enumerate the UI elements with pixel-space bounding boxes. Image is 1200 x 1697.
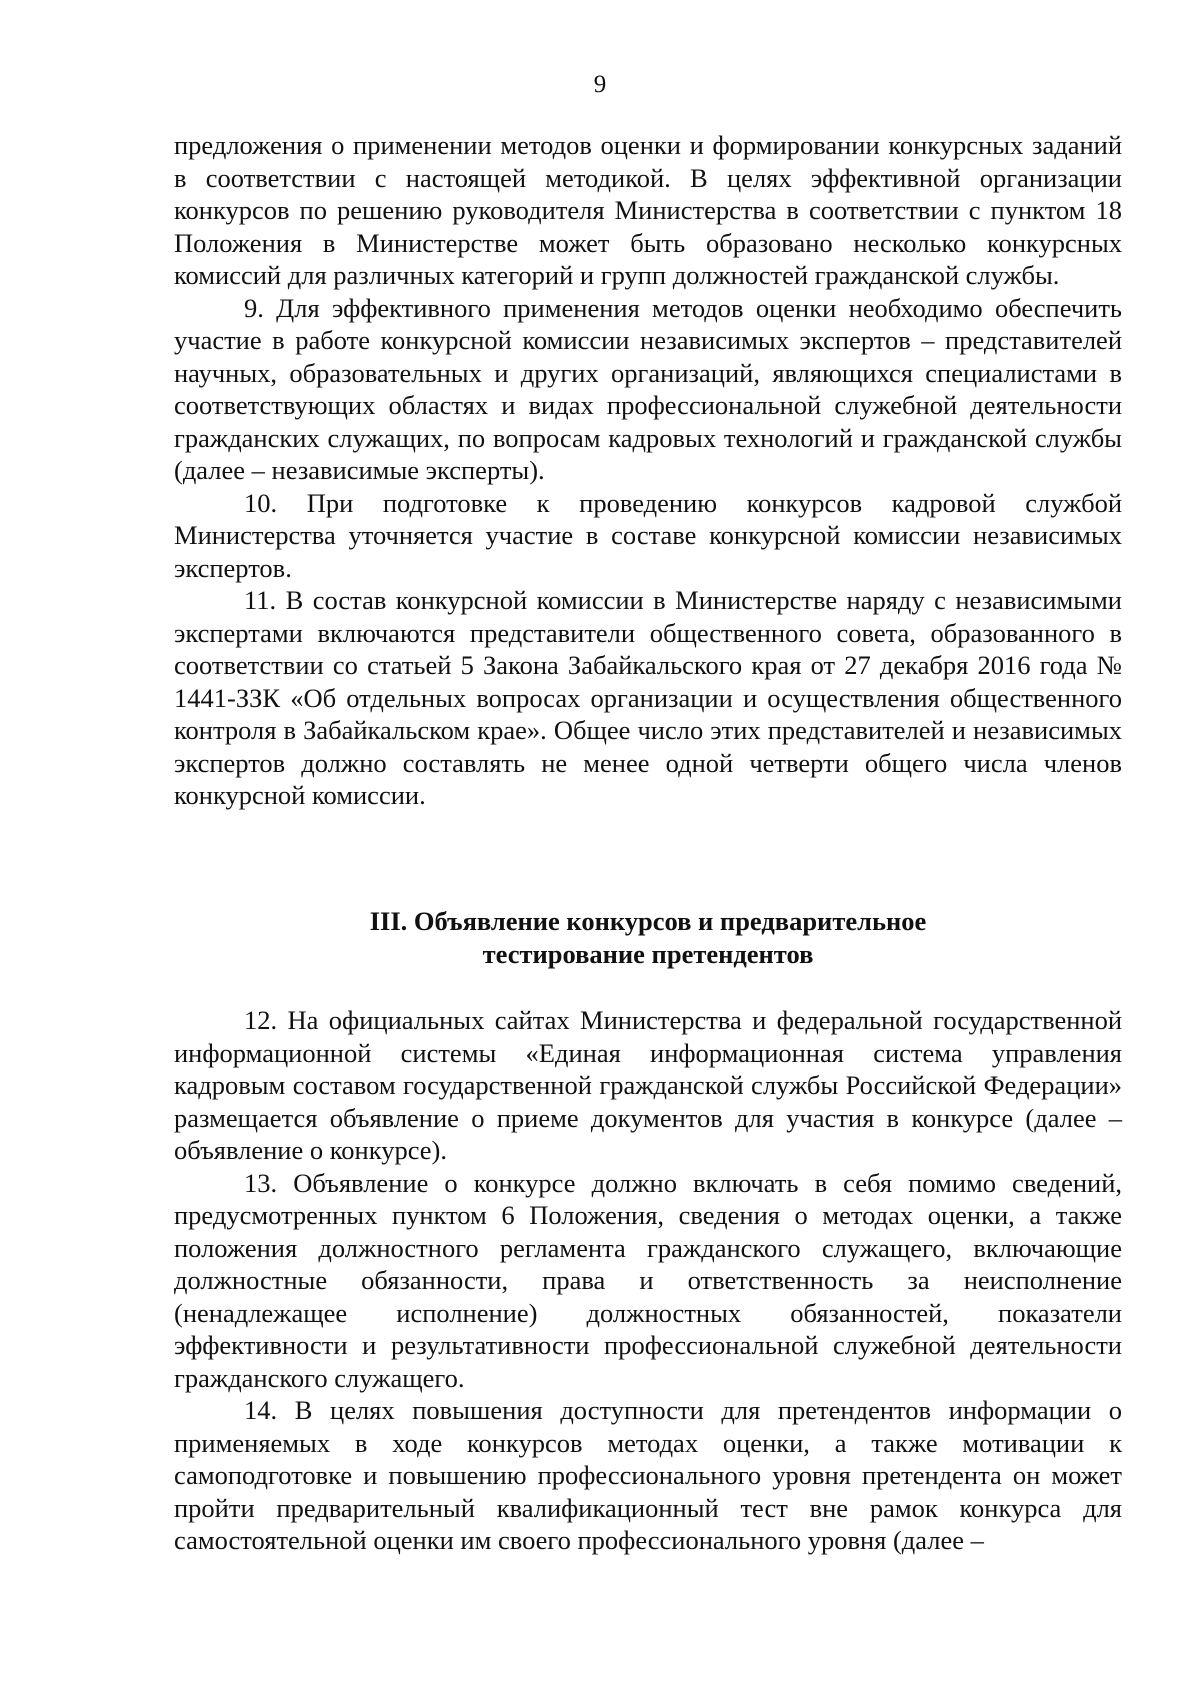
paragraph-14: 14. В целях повышения доступности для претендентов информации о применяемых в ходе конкурсов методах оценки, а также мотивации к самоподготовке и повышению профессионального уровня претендента он может пройти предварительный квалификационный тест вне рамок конкурса для самостоятельной оценки им своего профессионального уровня (далее – bbox=[174, 1395, 1122, 1555]
section-heading bbox=[174, 905, 1122, 971]
paragraph-13: 13. Объявление о конкурсе должно включать в себя помимо сведений, предусмотренных пунктом 6 Положения, сведения о методах оценки, а также положения должностного регламента гражданского служащего, включающие должностные обязанности, права и ответственность за неисполнение (ненадлежащее исполнение) должностных обязанностей, показатели эффективности и результативности профессиональной служебной деятельности гражданского служащего. bbox=[174, 1167, 1122, 1393]
paragraph-9: 9. Для эффективного применения методов оценки необходимо обеспечить участие в работе конкурсной комиссии независимых экспертов – представителей научных, образовательных и других организаций, являющихся специалистами в соответствующих областях и видах профессиональной служебной деятельности гражданских служащих, по вопросам кадровых технологий и гражданской службы (далее – независимые эксперты). bbox=[174, 292, 1122, 485]
paragraph-10: 10. При подготовке к проведению конкурсов кадровой службой Министерства уточняется участие в составе конкурсной комиссии независимых экспертов. bbox=[174, 487, 1122, 583]
paragraph-11: 11. В состав конкурсной комиссии в Министерстве наряду с независимыми экспертами включаются представители общественного совета, образованного в соответствии со статьей 5 Закона Забайкальского края от 27 декабря 2016 года № 1441-ЗЗК «Об отдельных вопросах организации и осуществления общественного контроля в Забайкальском крае». Общее число этих представителей и независимых экспертов должно составлять не менее одной четверти общего числа членов конкурсной комиссии. bbox=[174, 585, 1122, 810]
body-text-top bbox=[174, 129, 1122, 812]
section-heading-line-1: III. Объявление конкурсов и предварительное bbox=[369, 906, 927, 936]
page-number: 9 bbox=[593, 71, 607, 98]
body-text-bottom bbox=[174, 1004, 1122, 1557]
paragraph-12: 12. На официальных сайтах Министерства и федеральной государственной информационной системы «Единая информационная система управления кадровым составом государственной гражданской службы Российской Федерации» размещается объявление о приеме документов для участия в конкурсе (далее – объявление о конкурсе). bbox=[174, 1005, 1122, 1165]
section-heading-line-2: тестирование претендентов bbox=[482, 939, 814, 969]
paragraph-continuation: предложения о применении методов оценки и формировании конкурсных заданий в соответствии с настоящей методикой. В целях эффективной организации конкурсов по решению руководителя Министерства в соответствии с пунктом 18 Положения в Министерстве может быть образовано несколько конкурсных комиссий для различных категорий и групп должностей гражданской службы. bbox=[174, 130, 1122, 290]
